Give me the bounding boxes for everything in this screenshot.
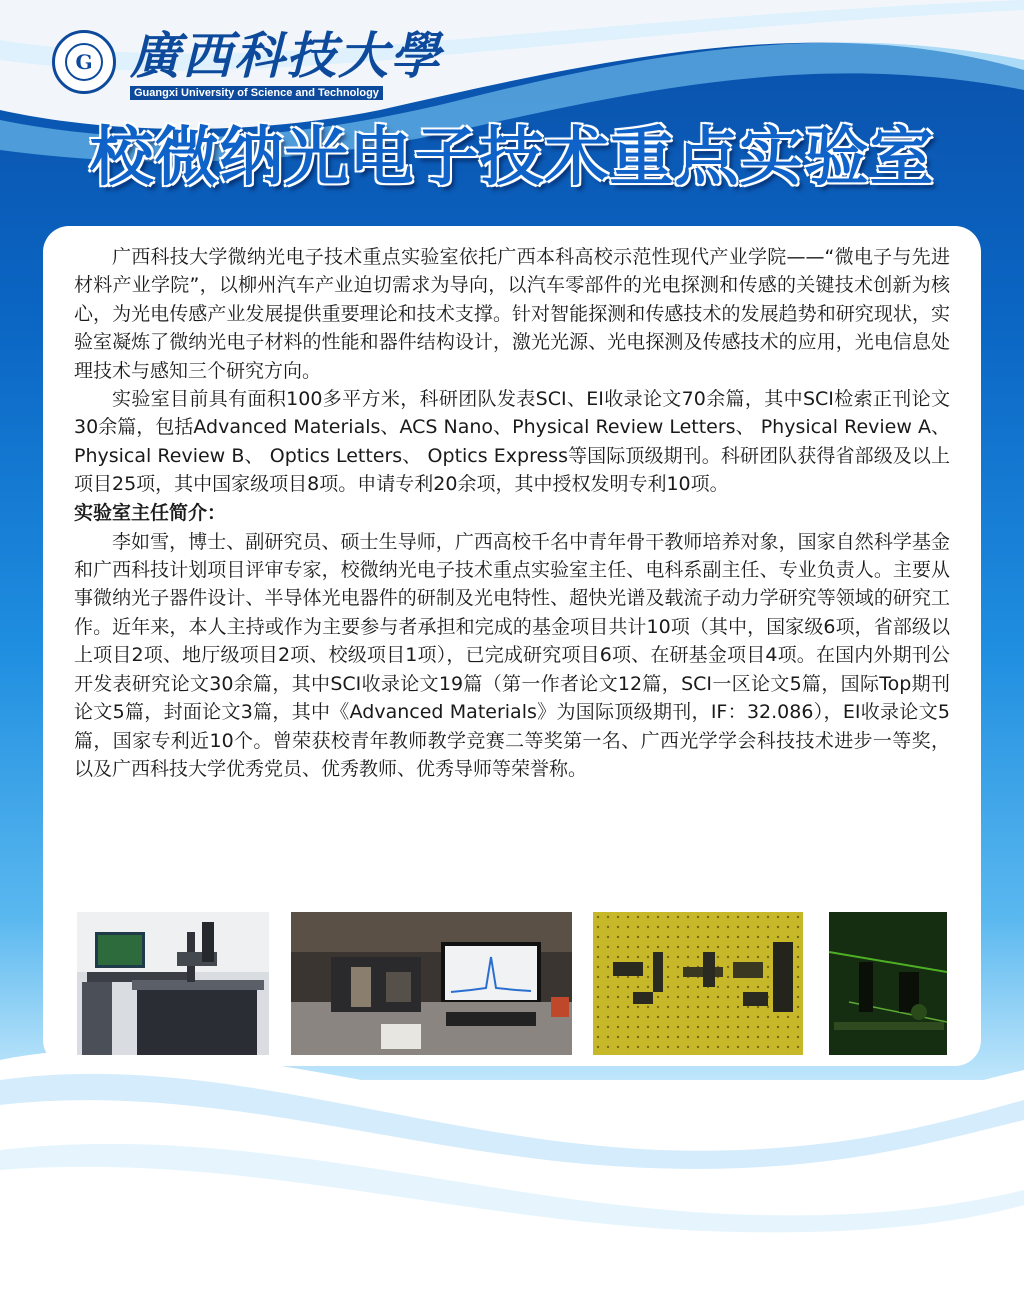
lab-photo-optical-setup [291,912,572,1055]
university-name-cn: 廣西科技大學 [130,26,442,85]
lab-photo-optical-table [593,912,803,1055]
lab-photo-green-laser [829,912,947,1055]
director-heading: 实验室主任简介： [74,501,227,524]
university-name-en: Guangxi University of Science and Technology [130,86,383,100]
intro-paragraph: 广西科技大学微纳光电子技术重点实验室依托广西本科高校示范性现代产业学院——“微电子与先进材料产业学院”，以柳州汽车产业迫切需求为导向，以汽车零部件的光电探测和传感的关键技术创新为核心，为光电传感产业发展提供重要理论和技术支撑。针对智能探测和传感技术的发展趋势和研究现状，实验室凝炼了微纳光电子材料的性能和器件结构设计，激光光源、光电探测及传感技术的应用，光电信息处理技术与感知三个研究方向。 [74,246,950,382]
director-paragraph: 李如雪，博士、副研究员、硕士生导师，广西高校千名中青年骨干教师培养对象，国家自然科学基金和广西科技计划项目评审专家，校微纳光电子技术重点实验室主任、电科系副主任、专业负责人。主要从事微纳光子器件设计、半导体光电器件的研制及光电特性、超快光谱及载流子动力学研究等领域的研究工作。近年来，本人主持或作为主要参与者承担和完成的基金项目共计10项（其中，国家级6项，省部级以上项目2项、地厅级项目2项、校级项目1项），已完成研究项目6项、在研基金项目4项。在国内外期刊公开发表研究论文30余篇，其中SCI收录论文19篇（第一作者论文12篇，SCI一区论文5篇，国际Top期刊论文5篇，封面论文3篇，其中《Advanced Materials》为国际顶级期刊，IF：32.086），EI收录论文5篇，国家专利近10个。曾荣获校青年教师教学竞赛二等奖第一名、广西光学学会科技技术进步一等奖，以及广西科技大学优秀党员、优秀教师、优秀导师等荣誉称。 [74,530,950,780]
page-title: 校微纳光电子技术重点实验室 [89,121,935,195]
university-logo [52,30,116,94]
content-text [74,243,950,783]
logo-letter: G [65,43,103,81]
lab-photo-workstation [77,912,269,1055]
facilities-paragraph: 实验室目前具有面积100多平方米，科研团队发表SCI、EI收录论文70余篇，其中SCI检索正刊论文30余篇，包括Advanced Materials、ACS Nano、Physical Review Letters、 Physical Review A、 Physical Review B、 Optics Letters、 Optics Express等国际顶级期刊。科研团队获得省部级及以上项目25项，其中国家级项目8项。申请专利20余项，其中授权发明专利10项。 [74,388,950,496]
